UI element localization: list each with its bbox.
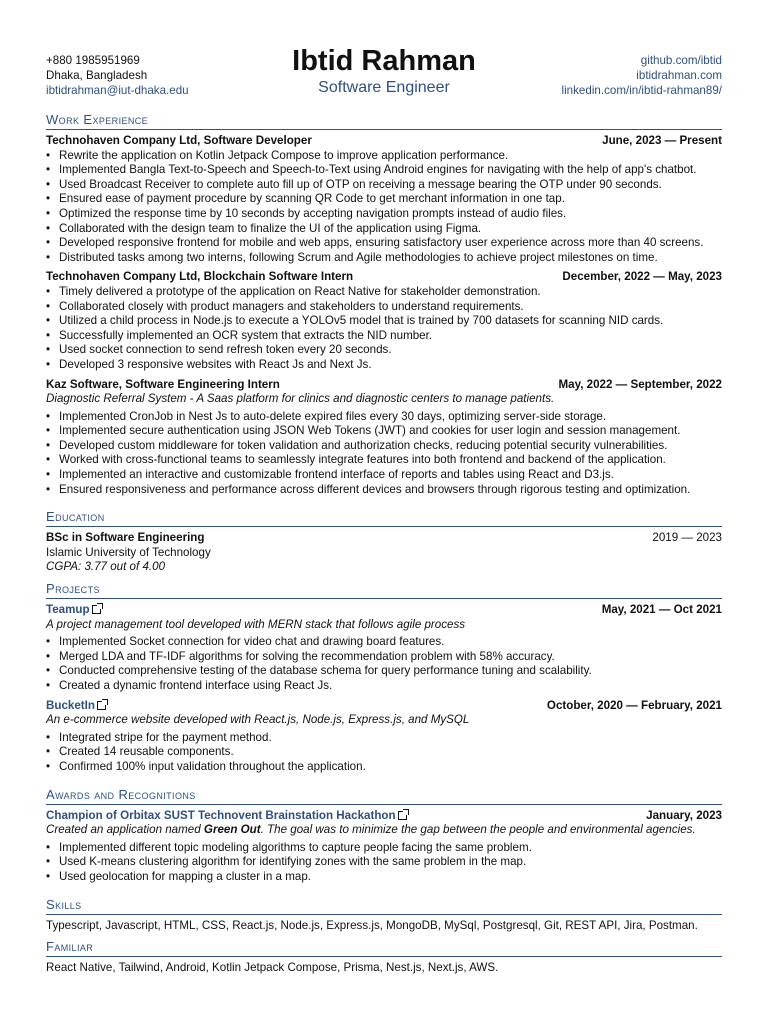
entry-header	[46, 809, 722, 824]
award-description	[46, 823, 722, 838]
awards-section	[46, 787, 722, 885]
external-link-icon[interactable]	[398, 811, 407, 820]
list-item: • Confirmed 100% input validation throughout the application.	[59, 760, 722, 775]
list-item: • Ensured ease of payment procedure by scanning QR Code to get merchant information in one tap.	[59, 192, 722, 207]
list-item: • Collaborated with the design team to finalize the UI of the application using Figma.	[59, 222, 722, 237]
entry-date: May, 2022 — September, 2022	[558, 377, 722, 391]
list-item: • Implemented different topic modeling algorithms to capture people facing the same problem.	[59, 841, 722, 856]
familiar-text: React Native, Tailwind, Android, Kotlin Jetpack Compose, Prisma, Nest.js, Next.js, AWS.	[46, 961, 499, 975]
entry-header	[46, 270, 722, 285]
entry-date: June, 2023 — Present	[602, 134, 722, 147]
entry-header	[46, 531, 722, 546]
list-item: • Implemented an interactive and customizable frontend interface of reports and tables using React and D3.js.	[59, 468, 722, 483]
project-title	[46, 699, 106, 714]
location: Dhaka, Bangladesh	[46, 69, 148, 82]
section-title: Skills	[46, 897, 722, 915]
job-title: Software Engineer	[318, 79, 450, 96]
list-item: • Developed custom middleware for token validation and authorization checks, reducing potential security vulnerabilities.	[59, 439, 722, 454]
skills-section	[46, 897, 722, 934]
cgpa: CGPA: 3.77 out of 4.00	[46, 560, 166, 574]
bullet-list	[46, 149, 722, 266]
entry-date: 2019 — 2023	[652, 531, 722, 545]
list-item: • Created a dynamic frontend interface using React Js.	[59, 679, 722, 694]
skills-text: Typescript, Javascript, HTML, CSS, React.js, Node.js, Express.js, MongoDB, MySql, Postgresql, Git, REST API, Jira, Postman.	[46, 918, 698, 932]
bullet-list	[46, 285, 722, 373]
degree: BSc in Software Engineering	[46, 531, 205, 545]
list-item: • Integrated stripe for the payment method.	[59, 731, 722, 746]
list-item: • Developed responsive frontend for mobile and web apps, ensuring satisfactory user experience across more than 40 screens.	[59, 236, 722, 251]
list-item: • Used geolocation for mapping a cluster in a map.	[59, 870, 722, 885]
entry-role: Technohaven Company Ltd, Software Developer	[46, 134, 312, 147]
resume-body	[46, 112, 722, 976]
list-item: • Rewrite the application on Kotlin Jetpack Compose to improve application performance.	[59, 149, 722, 164]
resume-header	[46, 44, 722, 104]
list-item: • Collaborated closely with product managers and stakeholders to understand requirements.	[59, 300, 722, 315]
list-item: • Used K-means clustering algorithm for identifying zones with the same problem in the map.	[59, 855, 722, 870]
list-item: • Implemented secure authentication using JSON Web Tokens (JWT) and cookies for user login and session management.	[59, 424, 722, 439]
list-item: • Conducted comprehensive testing of the database schema for query performance tuning and scalability.	[59, 664, 722, 679]
linkedin-link[interactable]: linkedin.com/in/ibtid-rahman89/	[561, 84, 722, 97]
external-link-icon[interactable]	[92, 605, 101, 614]
section-title: Education	[46, 509, 722, 527]
award-title	[46, 809, 407, 824]
list-item: • Used socket connection to send refresh token every 20 seconds.	[59, 343, 722, 358]
project-link[interactable]: Teamup	[46, 603, 90, 617]
award-link[interactable]: Champion of Orbitax SUST Technovent Brainstation Hackathon	[46, 808, 396, 822]
list-item: • Merged LDA and TF-IDF algorithms for solving the recommendation problem with 58% accuracy.	[59, 650, 722, 665]
school: Islamic University of Technology	[46, 545, 211, 559]
list-item: • Ensured responsiveness and performance across different devices and browsers through rigorous testing and optimization.	[59, 483, 722, 498]
work-entry	[46, 134, 722, 265]
award-desc-pre: Created an application named	[46, 823, 204, 837]
contact-right	[562, 53, 722, 98]
list-item: • Implemented CronJob in Nest Js to auto-delete expired files every 30 days, optimizing server-side storage.	[59, 410, 722, 425]
entry-role: Kaz Software, Software Engineering Intern	[46, 377, 280, 391]
external-link-icon[interactable]	[97, 701, 106, 710]
bullet-list	[46, 410, 722, 498]
project-description: An e-commerce website developed with React.js, Node.js, Express.js, and MySQL	[46, 713, 470, 727]
entry-date: January, 2023	[646, 808, 722, 822]
list-item: • Developed 3 responsive websites with React Js and Next Js.	[59, 358, 722, 373]
full-name: Ibtid Rahman	[292, 45, 476, 77]
website-link[interactable]: ibtidrahman.com	[636, 69, 722, 82]
project-title	[46, 603, 101, 618]
project-description: A project management tool developed with MERN stack that follows agile process	[46, 617, 466, 631]
project-entry	[46, 699, 722, 775]
project-link[interactable]: BucketIn	[46, 698, 95, 712]
entry-subtitle: Diagnostic Referral System - A Saas platform for clinics and diagnostic centers to manage patients.	[46, 392, 555, 406]
section-title: Projects	[46, 581, 722, 599]
familiar-section	[46, 939, 722, 976]
bullet-list	[46, 635, 722, 693]
list-item: • Implemented Bangla Text-to-Speech and Speech-to-Text using Android engines for navigating with the help of app's chatbot.	[59, 163, 722, 178]
entry-header	[46, 134, 722, 149]
list-item: • Used Broadcast Receiver to complete auto fill up of OTP on receiving a message bearing the OTP under 90 seconds.	[59, 178, 722, 193]
projects-section	[46, 581, 722, 775]
award-desc-post: . The goal was to minimize the gap between the people and environmental agencies.	[260, 823, 696, 837]
entry-role: Technohaven Company Ltd, Blockchain Software Intern	[46, 270, 354, 284]
award-desc-app: Green Out	[203, 823, 261, 837]
list-item: • Timely delivered a prototype of the application on React Native for stakeholder demonstration.	[59, 285, 722, 300]
bullet-list	[46, 731, 722, 775]
section-title: Work Experience	[46, 112, 722, 130]
list-item: • Distributed tasks among two interns, following Scrum and Agile methodologies to achieve project milestones on time.	[59, 251, 722, 266]
entry-header	[46, 603, 722, 618]
entry-date: December, 2022 — May, 2023	[562, 270, 722, 284]
work-entry	[46, 270, 722, 372]
list-item: • Worked with cross-functional teams to seamlessly integrate features into both frontend and backend of the application.	[59, 453, 722, 468]
email-link[interactable]: ibtidrahman@iut-dhaka.edu	[46, 84, 189, 97]
entry-date: October, 2020 — February, 2021	[546, 698, 722, 712]
project-entry	[46, 603, 722, 694]
github-link[interactable]: github.com/ibtid	[640, 54, 722, 67]
phone: +880 1985951969	[46, 54, 140, 67]
list-item: • Optimized the response time by 10 seconds by accepting navigation prompts instead of audio files.	[59, 207, 722, 222]
entry-header	[46, 699, 722, 714]
section-title: Familiar	[46, 939, 722, 957]
list-item: • Implemented Socket connection for video chat and drawing board features.	[59, 635, 722, 650]
work-experience-section	[46, 112, 722, 497]
entry-date: May, 2021 — Oct 2021	[601, 603, 722, 617]
list-item: • Utilized a child process in Node.js to execute a YOLOv5 model that is trained by 700 datasets for scanning NID cards.	[59, 314, 722, 329]
list-item: • Successfully implemented an OCR system that extracts the NID number.	[59, 329, 722, 344]
education-section	[46, 509, 722, 575]
entry-header	[46, 378, 722, 393]
bullet-list	[46, 841, 722, 885]
list-item: • Created 14 reusable components.	[59, 745, 722, 760]
section-title: Awards and Recognitions	[46, 787, 722, 805]
work-entry	[46, 378, 722, 498]
